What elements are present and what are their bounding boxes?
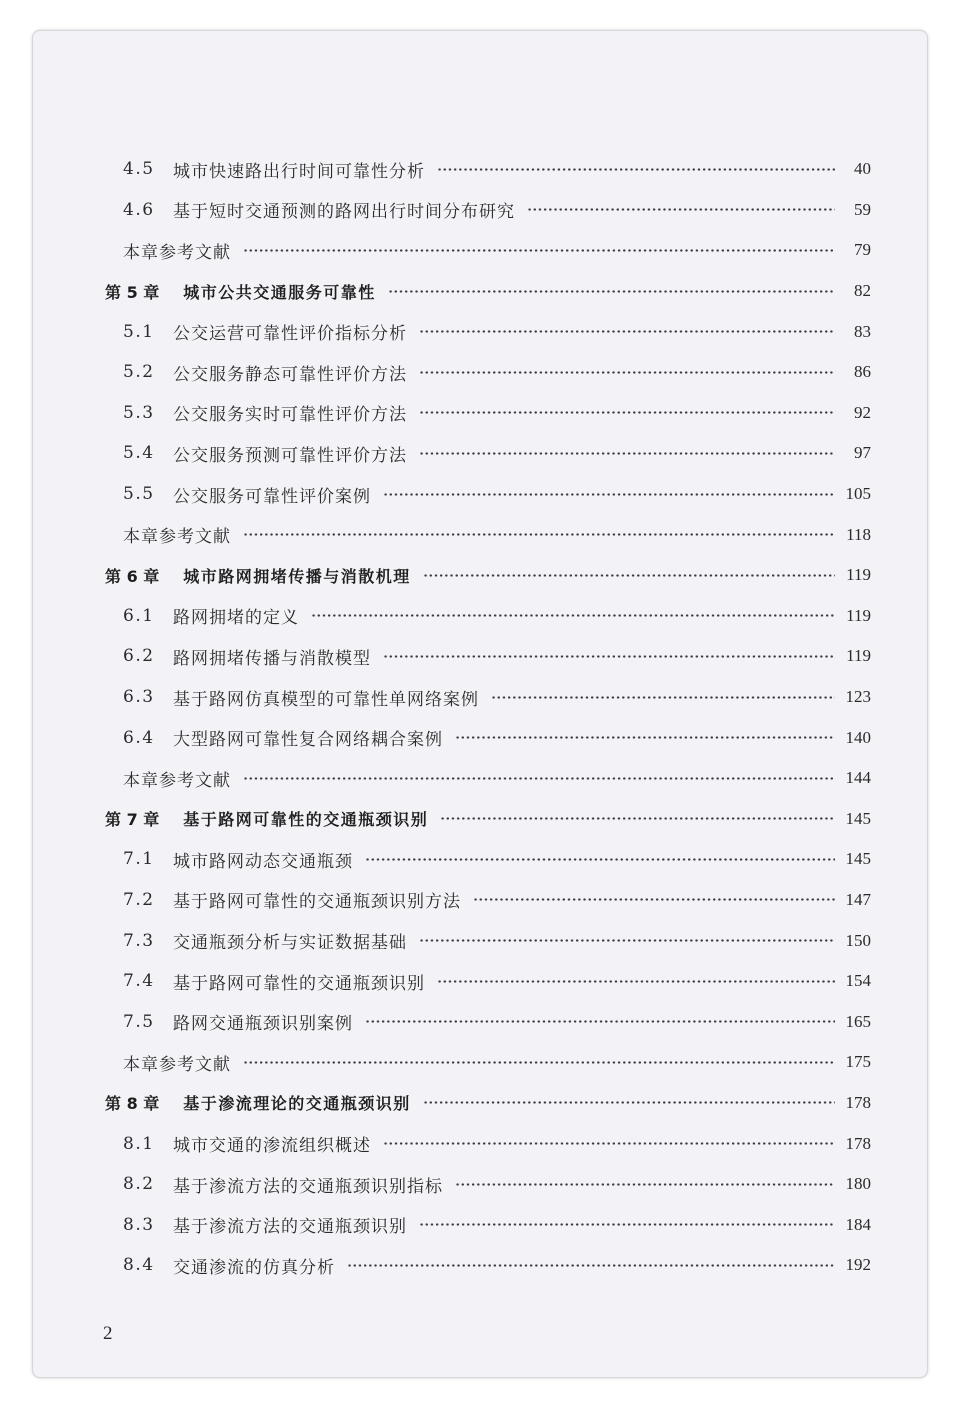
toc-section-entry [105, 393, 871, 434]
toc-page-number: 105 [845, 484, 871, 504]
toc-page-number: 147 [845, 889, 871, 909]
toc-section-entry [105, 920, 871, 961]
dot-leader [437, 979, 835, 984]
section-title: 基于路网可靠性的交通瓶颈识别 [173, 973, 425, 994]
toc-page-number: 86 [854, 362, 871, 382]
chapter-title: 基于路网可靠性的交通瓶颈识别 [183, 810, 429, 830]
toc-page-number: 145 [845, 849, 871, 869]
toc-section-entry [105, 1245, 871, 1286]
section-number: 4.6 [123, 199, 155, 220]
section-number: 7.2 [123, 889, 155, 910]
section-title: 路网拥堵的定义 [173, 608, 299, 629]
section-number: 6.1 [123, 605, 155, 626]
chapter-number: 第 8 章 [105, 1094, 160, 1114]
section-number: 5.1 [123, 321, 155, 342]
chapter-title: 城市公共交通服务可靠性 [183, 282, 376, 302]
chapter-title: 基于渗流理论的交通瓶颈识别 [183, 1094, 411, 1114]
toc-page-number: 192 [845, 1255, 871, 1275]
dot-leader [419, 410, 835, 415]
chapter-title: 城市路网拥堵传播与消散机理 [183, 566, 411, 586]
section-number: 5.4 [123, 443, 155, 464]
toc-section-entry [105, 717, 871, 758]
toc-page-number: 140 [845, 727, 871, 747]
section-title: 大型路网可靠性复合网络耦合案例 [173, 730, 443, 751]
section-title: 基于渗流方法的交通瓶颈识别 [173, 1217, 407, 1238]
dot-leader [243, 1060, 835, 1065]
dot-leader [527, 207, 835, 212]
dot-leader [419, 1222, 835, 1227]
toc-page-number: 165 [845, 1011, 871, 1031]
section-title: 公交运营可靠性评价指标分析 [173, 324, 407, 345]
toc-page-number: 144 [845, 768, 871, 788]
section-title: 城市路网动态交通瓶颈 [173, 851, 353, 872]
dot-leader [455, 735, 835, 740]
toc-page-number: 180 [845, 1174, 871, 1194]
section-title: 基于渗流方法的交通瓶颈识别指标 [173, 1176, 443, 1197]
section-number: 8.2 [123, 1174, 155, 1195]
toc-page-number: 178 [845, 1092, 871, 1112]
toc-section-entry [105, 1204, 871, 1245]
dot-leader [423, 1100, 835, 1105]
chapter-number: 第 7 章 [105, 810, 160, 830]
toc-references-entry [105, 758, 871, 799]
toc-page-number: 83 [854, 321, 871, 341]
dot-leader [473, 897, 835, 902]
toc-section-entry [105, 190, 871, 231]
toc-chapter-entry [105, 1083, 871, 1124]
section-title: 本章参考文献 [123, 770, 231, 791]
toc-page-number: 79 [854, 240, 871, 260]
toc-references-entry [105, 514, 871, 555]
dot-leader [347, 1263, 835, 1268]
toc-page-number: 145 [845, 808, 871, 828]
toc-references-entry [105, 1042, 871, 1083]
toc-section-entry [105, 149, 871, 190]
toc-page-number: 82 [854, 281, 871, 301]
dot-leader [243, 532, 835, 537]
section-title: 路网交通瓶颈识别案例 [173, 1014, 353, 1035]
dot-leader [383, 654, 835, 659]
dot-leader [243, 248, 835, 253]
toc-page-number: 92 [854, 402, 871, 422]
dot-leader [419, 938, 835, 943]
toc-section-entry [105, 961, 871, 1002]
dot-leader [419, 329, 835, 334]
toc-section-entry [105, 352, 871, 393]
toc-section-entry [105, 636, 871, 677]
toc-section-entry [105, 677, 871, 718]
toc-page-number: 40 [854, 159, 871, 179]
section-title: 本章参考文献 [123, 527, 231, 548]
section-number: 7.5 [123, 1011, 155, 1032]
section-title: 基于短时交通预测的路网出行时间分布研究 [173, 202, 515, 223]
section-title: 基于路网可靠性的交通瓶颈识别方法 [173, 892, 461, 913]
section-number: 8.4 [123, 1255, 155, 1276]
toc-page-number: 150 [845, 930, 871, 950]
dot-leader [365, 1019, 835, 1024]
section-number: 7.4 [123, 971, 155, 992]
section-title: 路网拥堵传播与消散模型 [173, 648, 371, 669]
section-title: 本章参考文献 [123, 242, 231, 263]
dot-leader [491, 695, 835, 700]
section-title: 城市交通的渗流组织概述 [173, 1136, 371, 1157]
dot-leader [419, 370, 835, 375]
toc-section-entry [105, 1164, 871, 1205]
section-title: 交通渗流的仿真分析 [173, 1257, 335, 1278]
toc-section-entry [105, 880, 871, 921]
dot-leader [383, 492, 835, 497]
dot-leader [388, 289, 835, 294]
section-number: 6.2 [123, 646, 155, 667]
section-title: 交通瓶颈分析与实证数据基础 [173, 933, 407, 954]
toc-chapter-entry [105, 799, 871, 840]
toc-page-number: 97 [854, 443, 871, 463]
section-number: 6.4 [123, 727, 155, 748]
toc-section-entry [105, 1001, 871, 1042]
toc-page-number: 178 [845, 1133, 871, 1153]
toc-page-number: 184 [845, 1214, 871, 1234]
table-of-contents [105, 149, 871, 1286]
dot-leader [243, 776, 835, 781]
section-number: 7.3 [123, 930, 155, 951]
dot-leader [437, 167, 835, 172]
chapter-number: 第 5 章 [105, 282, 160, 302]
section-number: 7.1 [123, 849, 155, 870]
section-number: 4.5 [123, 159, 155, 180]
section-title: 本章参考文献 [123, 1054, 231, 1075]
toc-section-entry [105, 1123, 871, 1164]
section-number: 5.3 [123, 402, 155, 423]
dot-leader [455, 1182, 835, 1187]
page-number-footer: 2 [103, 1323, 113, 1344]
dot-leader [419, 451, 835, 456]
section-title: 基于路网仿真模型的可靠性单网络案例 [173, 689, 479, 710]
toc-page-number: 119 [846, 605, 871, 625]
toc-section-entry [105, 839, 871, 880]
dot-leader [423, 573, 835, 578]
dot-leader [311, 613, 835, 618]
toc-section-entry [105, 311, 871, 352]
section-number: 5.2 [123, 362, 155, 383]
toc-page-number: 123 [845, 687, 871, 707]
dot-leader [365, 857, 835, 862]
section-title: 公交服务可靠性评价案例 [173, 486, 371, 507]
toc-page-number: 59 [854, 199, 871, 219]
toc-page-number: 154 [845, 971, 871, 991]
dot-leader [383, 1141, 835, 1146]
section-title: 公交服务静态可靠性评价方法 [173, 364, 407, 385]
toc-section-entry [105, 596, 871, 637]
chapter-number: 第 6 章 [105, 566, 160, 586]
toc-section-entry [105, 433, 871, 474]
toc-chapter-entry [105, 555, 871, 596]
section-number: 8.3 [123, 1214, 155, 1235]
section-title: 公交服务实时可靠性评价方法 [173, 405, 407, 426]
toc-section-entry [105, 474, 871, 515]
book-page [32, 30, 928, 1378]
toc-page-number: 175 [845, 1052, 871, 1072]
section-number: 6.3 [123, 687, 155, 708]
toc-references-entry [105, 230, 871, 271]
dot-leader [440, 816, 835, 821]
toc-page-number: 119 [846, 646, 871, 666]
section-title: 公交服务预测可靠性评价方法 [173, 445, 407, 466]
section-title: 城市快速路出行时间可靠性分析 [173, 161, 425, 182]
toc-page-number: 119 [846, 565, 871, 585]
section-number: 5.5 [123, 484, 155, 505]
toc-chapter-entry [105, 271, 871, 312]
section-number: 8.1 [123, 1133, 155, 1154]
toc-page-number: 118 [846, 524, 871, 544]
